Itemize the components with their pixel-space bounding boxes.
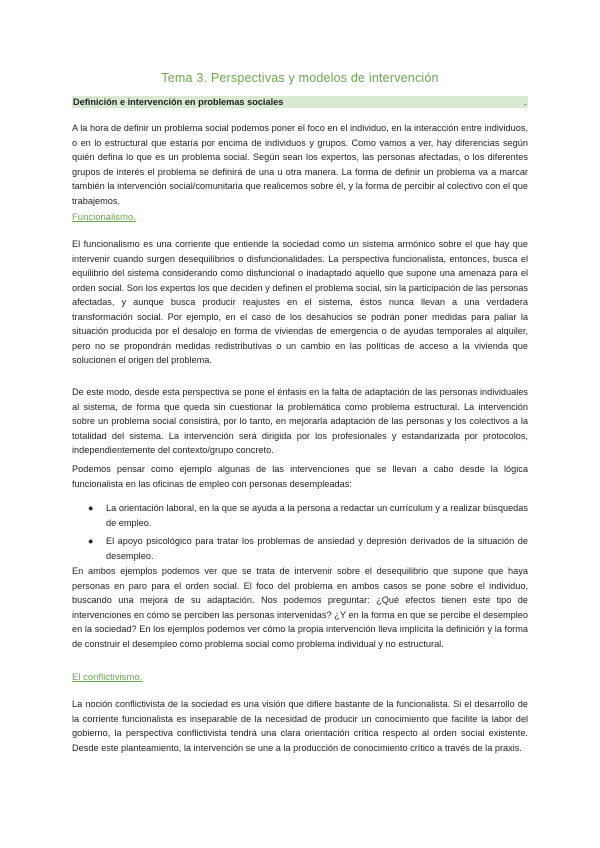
page-title: Tema 3. Perspectivas y modelos de intervención — [161, 71, 439, 85]
funcionalismo-paragraph-4: En ambos ejemplos podemos ver que se trata de intervenir sobre el desequilibrio que supone que haya personas en paro para el orden social. El foco del problema en ambos casos se pone sobre el individuo, buscando una mejora de su adaptación. Nos podemos preguntar: ¿Qué efectos tienen este tipo de intervenciones en cómo se perciben las personas intervenidas? ¿Y en la forma en que se percibe el desempleo en la sociedad? En los ejemplos podemos ver cómo la propia intervención lleva implícita la definición y la forma de construir el desempleo como problema social como problema individual y no estructural. — [72, 566, 528, 649]
funcionalismo-paragraph-1: El funcionalismo es una corriente que entiende la sociedad como un sistema armónico sobre el que hay que intervenir cuando surgen desequilibrios o disfuncionalidades. La perspectiva funcionalista, entonces, busca el equilibrio del sistema considerando como disfuncional o inadaptado aquello que supone una amenaza para el orden social. Son los expertos los que deciden y definen el problema social, sin la participación de las personas afectadas, y aunque busca producir reajustes en el sistema, éstos nunca llevan a una verdadera transformación social. Por ejemplo, en el caso de los desahucios se podrán poner medidas para paliar la situación producida por el desalojo en forma de viviendas de emergencia o de ayudas temporales al alquiler, pero no se propondrán medidas redistributivas o un cambio en las políticas de acceso a la vivienda que solucionen el origen del problema. — [72, 239, 528, 365]
conflictivismo-paragraph-1: La noción conflictivista de la sociedad es una visión que difiere bastante de la funcionalista. Si el desarrollo de la corriente funcionalista es inseparable de la necesidad de producir un conocimiento que facilite la labor del gobierno, la perspectiva conflictivista tendrá una clara orientación crítica respecto al orden social existente. Desde este planteamiento, la intervención se une a la producción de conocimiento crítico a través de la praxis. — [72, 699, 528, 753]
conflictivismo-heading: El conflictivismo. — [72, 672, 143, 683]
bullet-icon: ● — [88, 503, 94, 513]
bullet-list — [72, 501, 528, 567]
section-heading: Definición e intervención en problemas sociales — [73, 97, 284, 107]
intro-paragraph: A la hora de definir un problema social podemos poner el foco en el individuo, en la interacción entre individuos, o en lo estructural que estaría por encima de individuos y grupos. Como vamos a ver, hay diferencias según quién defina lo que es un problema social. Según sean los expertos, las personas afectadas, o los diferentes grupos de interés el problema se definirá de una u otra manera. La forma de definir un problema va a marcar también la intervención social/comunitaria que realicemos sobre él, y la forma de percibir al colectivo con el que trabajemos. — [72, 123, 528, 206]
list-item — [72, 534, 528, 563]
funcionalismo-paragraph-3: Podemos pensar como ejemplo algunas de las intervenciones que se llevan a cabo desde la lógica funcionalista en las oficinas de empleo con personas desempleadas: — [72, 464, 528, 489]
list-item — [72, 501, 528, 530]
list-item-text: La orientación laboral, en la que se ayuda a la persona a redactar un currículum y a realizar búsquedas de empleo. — [106, 503, 528, 528]
list-item-text: El apoyo psicológico para tratar los problemas de ansiedad y depresión derivados de la situación de desempleo. — [106, 536, 528, 561]
funcionalismo-heading: Funcionalismo. — [72, 212, 136, 223]
section-heading-dot: . — [524, 97, 527, 107]
funcionalismo-paragraph-2: De este modo, desde esta perspectiva se pone el énfasis en la falta de adaptación de las personas individuales al sistema, de forma que queda sin cuestionar la problemática como problema estructural. La intervención sobre un problema social consistirá, por lo tanto, en mejorarla adaptación de las personas y los colectivos a la totalidad del sistema. La intervención será dirigida por los profesionales y estandarizada por protocolos, independientemente del contexto/grupo concreto. — [72, 387, 528, 455]
bullet-icon: ● — [88, 536, 94, 546]
